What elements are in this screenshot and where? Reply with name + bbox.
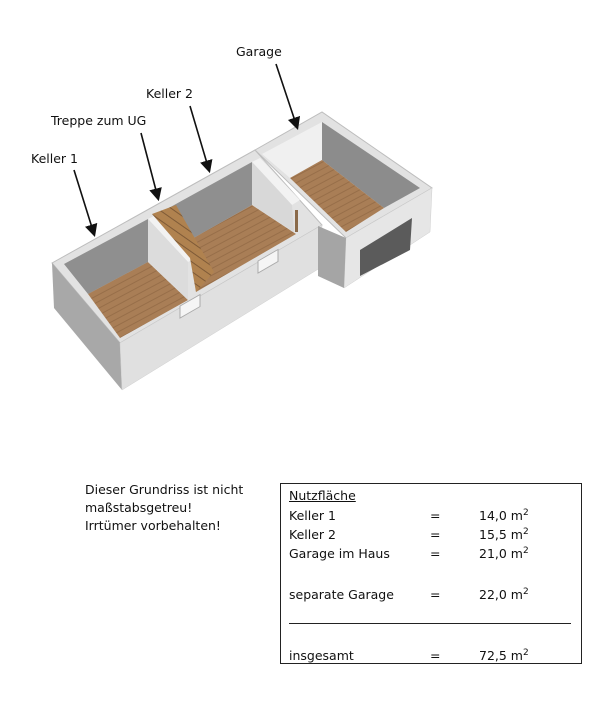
table-row — [289, 508, 573, 526]
row-name: separate Garage — [289, 587, 394, 602]
table-row — [289, 546, 573, 564]
label-garage: Garage — [236, 44, 282, 59]
row-name: Keller 1 — [289, 508, 336, 523]
door-marker — [295, 210, 298, 232]
table-row — [289, 587, 573, 605]
row-equals: = — [430, 527, 441, 542]
row-value: 22,0 $m^2$ — [479, 587, 529, 603]
disclaimer-line: Dieser Grundriss ist nicht — [85, 482, 244, 497]
garage-left-wall — [318, 226, 346, 288]
row-name: Garage im Haus — [289, 546, 390, 561]
table-divider — [289, 623, 571, 624]
table-title: Nutzfläche — [289, 488, 356, 503]
row-equals: = — [430, 587, 441, 602]
row-name: Keller 2 — [289, 527, 336, 542]
label-keller2: Keller 2 — [146, 86, 193, 101]
arrow-keller1 — [74, 170, 94, 234]
row-value: 14,0 $m^2$ — [479, 508, 529, 524]
disclaimer — [85, 481, 243, 535]
table-row — [289, 527, 573, 545]
disclaimer-line: Irrtümer vorbehalten! — [85, 518, 221, 533]
arrow-garage — [276, 64, 297, 127]
row-name: insgesamt — [289, 648, 354, 663]
disclaimer-line: maßstabsgetreu! — [85, 500, 193, 515]
row-value: 72,5 $m^2$ — [479, 648, 529, 664]
arrow-keller2 — [190, 106, 209, 170]
row-equals: = — [430, 546, 441, 561]
label-keller1: Keller 1 — [31, 151, 78, 166]
table-row-total — [289, 648, 573, 666]
row-value: 15,5 $m^2$ — [479, 527, 529, 543]
usable-area-table — [280, 483, 582, 664]
arrow-treppe — [141, 133, 158, 198]
row-equals: = — [430, 508, 441, 523]
label-treppe: Treppe zum UG — [51, 113, 147, 128]
row-value: 21,0 $m^2$ — [479, 546, 529, 562]
row-equals: = — [430, 648, 441, 663]
